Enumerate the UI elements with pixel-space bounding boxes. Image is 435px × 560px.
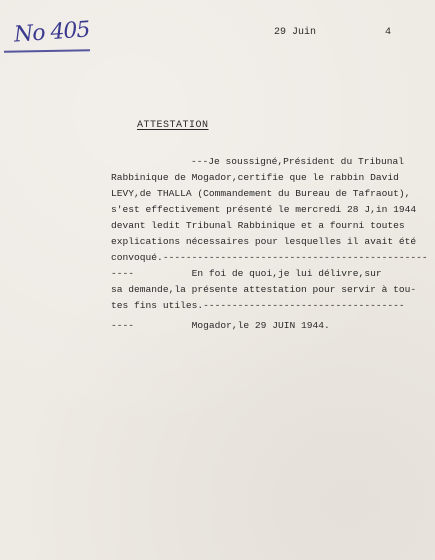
closing-line: ---- Mogador,le 29 JUIN 1944.	[111, 320, 330, 331]
body-line: tes fins utiles.-----------------------------------	[111, 300, 405, 311]
body-line: LEVY,de THALLA (Commandement du Bureau de Tafraout),	[111, 188, 411, 199]
body-line: s'est effectivement présenté le mercredi 28 J,in 1944	[111, 204, 417, 215]
body-line: sa demande,la présente attestation pour servir à tou-	[111, 284, 417, 295]
body-line: ---Je soussigné,Président du Tribunal	[191, 156, 405, 167]
body-line: devant ledit Tribunal Rabbinique et a fourni toutes	[111, 220, 405, 231]
body-line: explications nécessaires pour lesquelles il avait été	[111, 236, 417, 247]
reference-underline	[4, 49, 90, 53]
body-line: Rabbinique de Mogador,certifie que le rabbin David	[111, 172, 399, 183]
body-line: convoqué.----------------------------------------------	[111, 252, 428, 263]
document-title: ATTESTATION	[137, 120, 209, 131]
header-date: 29 Juin	[274, 27, 317, 38]
body-line: ---- En foi de quoi,je lui délivre,sur	[111, 268, 382, 279]
page-number: 4	[385, 27, 392, 38]
handwritten-reference-number: No 405	[13, 17, 91, 48]
